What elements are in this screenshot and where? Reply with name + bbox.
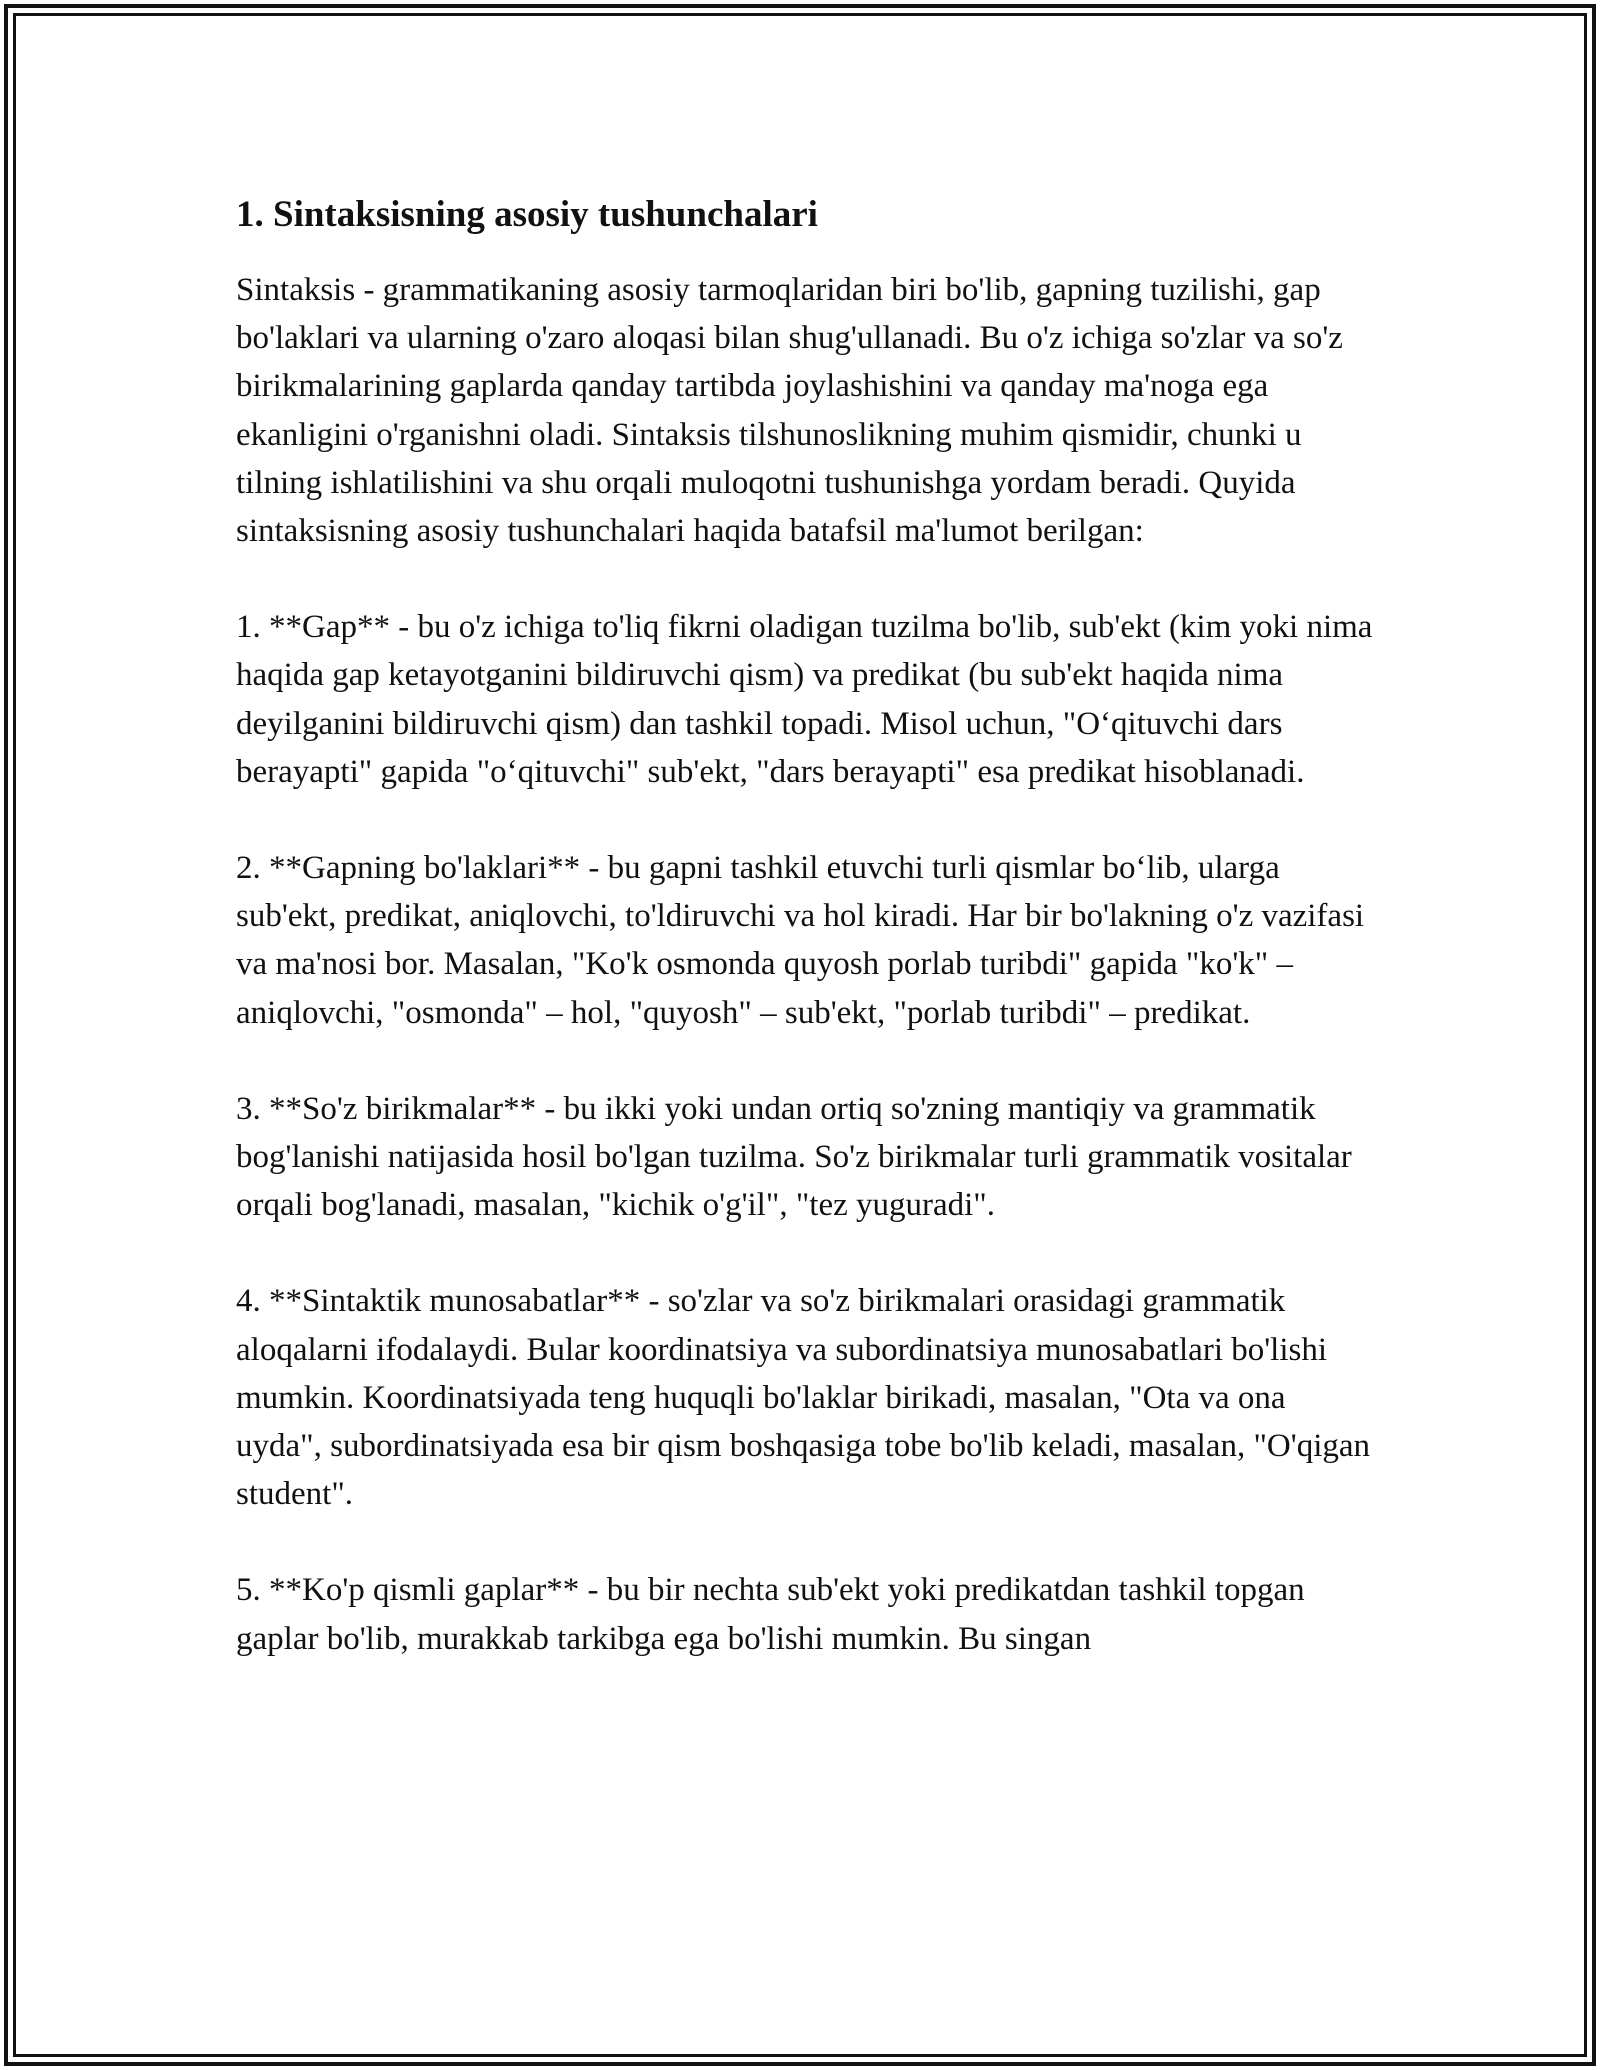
- paragraph-gap: 1. **Gap** - bu o'z ichiga to'liq fikrni oladigan tuzilma bo'lib, sub'ekt (kim yoki nima haqida gap ketayotganini bildiruvchi qism) va predikat (bu sub'ekt haqida nima deyilganini bildiruvchi qism) dan tashkil topadi. Misol uchun, "O‘qituvchi dars berayapti" gapida "o‘qituvchi" sub'ekt, "dars berayapti" esa predikat hisoblanadi.: [236, 609, 1373, 790]
- paragraph-kop-qismli-gaplar: 5. **Ko'p qismli gaplar** - bu bir nechta sub'ekt yoki predikatdan tashkil topgan gaplar bo'lib, murakkab tarkibga ega bo'lishi mumkin. Bu singan: [236, 1572, 1305, 1657]
- intro-paragraph: Sintaksis - grammatikaning asosiy tarmoqlaridan biri bo'lib, gapning tuzilishi, gap bo'laklari va ularning o'zaro aloqasi bilan shug'ullanadi. Bu o'z ichiga so'zlar va so'z birikmalarining gaplarda qanday tartibda joylashishini va qanday ma'noga ega ekanligini o'rganishni oladi. Sintaksis tilshunoslikning muhim qismidir, chunki u tilning ishlatilishini va shu orqali muloqotni tushunishga yordam beradi. Quyida sintaksisning asosiy tushunchalari haqida batafsil ma'lumot berilgan:: [236, 272, 1343, 550]
- paragraph-soz-birikmalar: 3. **So'z birikmalar** - bu ikki yoki undan ortiq so'zning mantiqiy va grammatik bog'lanishi natijasida hosil bo'lgan tuzilma. So'z birikmalar turli grammatik vositalar orqali bog'lanadi, masalan, "kichik o'g'il", "tez yuguradi".: [236, 1090, 1352, 1224]
- paragraph-gapning-bolaklari: 2. **Gapning bo'laklari** - bu gapni tashkil etuvchi turli qismlar bo‘lib, ularga sub'ekt, predikat, aniqlovchi, to'ldiruvchi va hol kiradi. Har bir bo'lakning o'z vazifasi va ma'nosi bor. Masalan, "Ko'k osmonda quyosh porlab turibdi" gapida "ko'k" – aniqlovchi, "osmonda" – hol, "quyosh" – sub'ekt, "porlab turibdi" – predikat.: [236, 850, 1365, 1031]
- paragraph-sintaktik-munosabatlar: 4. **Sintaktik munosabatlar** - so'zlar va so'z birikmalari orasidagi grammatik aloqalarni ifodalaydi. Bular koordinatsiya va subordinatsiya munosabatlari bo'lishi mumkin. Koordinatsiyada teng huquqli bo'laklar birikadi, masalan, "Ota va ona uyda", subordinatsiyada esa bir qism boshqasiga tobe bo'lib keladi, masalan, "O'qigan student".: [236, 1283, 1371, 1513]
- section-heading: 1. Sintaksisning asosiy tushunchalari: [236, 194, 818, 235]
- document-body: [236, 190, 1376, 1711]
